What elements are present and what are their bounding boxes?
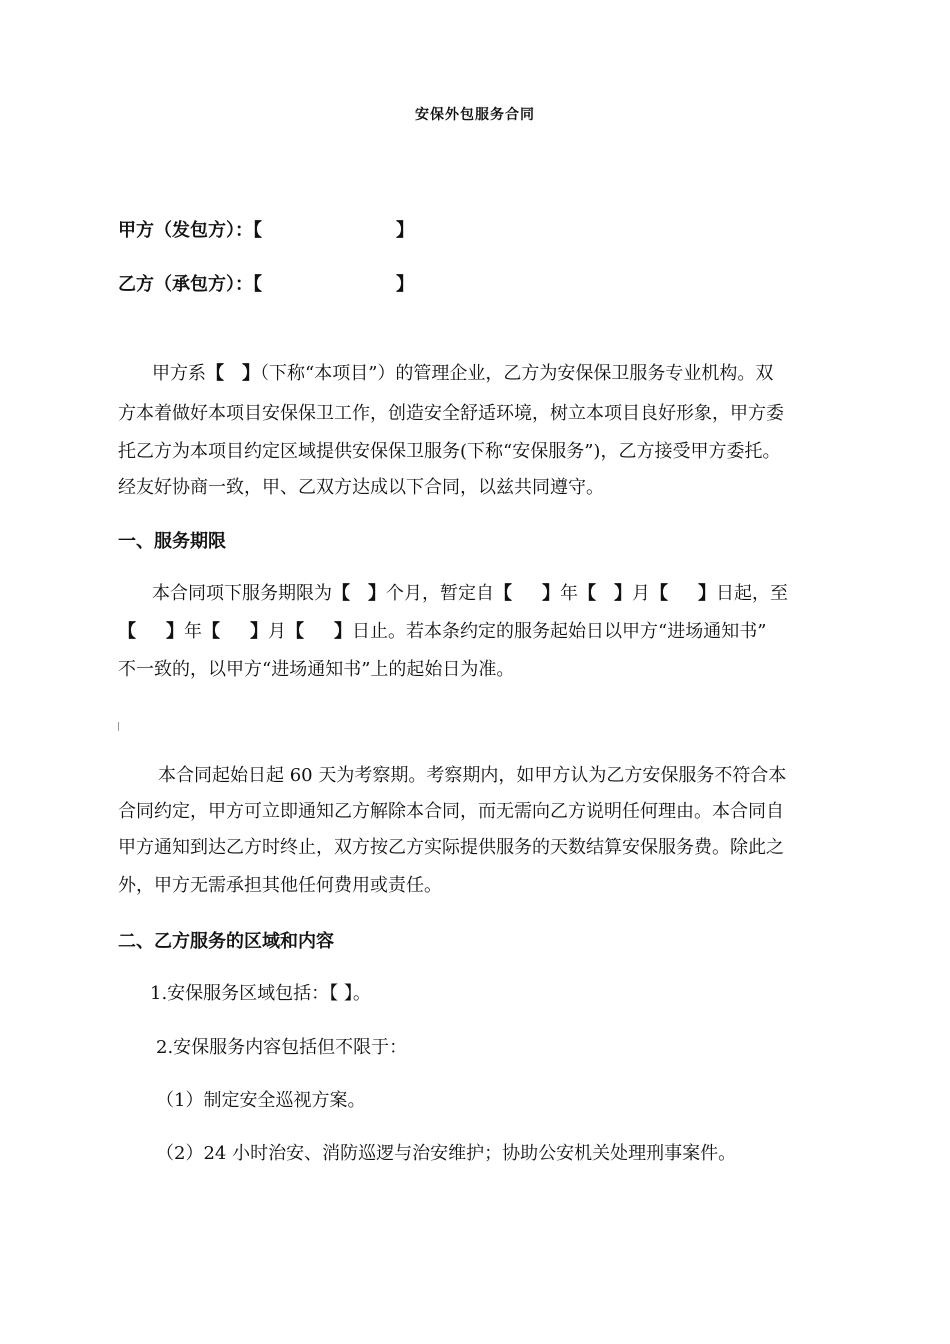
bracket-open: 【 — [494, 583, 512, 604]
intro-line-2: 方本着做好本项目安保保卫工作，创造安全舒适环境，树立本项目良好形象，甲方委 — [118, 403, 784, 424]
term-text: 日止。若本条约定的服务起始日以甲方“进场通知书” — [352, 621, 767, 642]
bracket-open: 【 — [118, 621, 136, 642]
bracket-close: 】 — [250, 621, 268, 642]
bracket-close: 】 — [698, 583, 716, 604]
term-text: 月 — [632, 583, 650, 604]
party-a-line — [118, 216, 414, 242]
term-line-2 — [118, 617, 766, 643]
bracket-open: 【 — [202, 621, 220, 642]
term-text: 本合同项下服务期限为 — [152, 583, 332, 604]
term-text: 年 — [560, 583, 578, 604]
party-a-close: 】 — [396, 220, 414, 241]
term-line-3: 不一致的，以甲方“进场通知书”上的起始日为准。 — [118, 659, 515, 680]
term-text: 日起，至 — [716, 583, 788, 604]
intro-line-1 — [152, 359, 773, 385]
document-title: 安保外包服务合同 — [415, 107, 535, 123]
section-1-heading: 一、服务期限 — [118, 531, 226, 552]
party-b-close: 】 — [396, 274, 414, 295]
service-sub-item-2: （2）24 小时治安、消防巡逻与治安维护；协助公安机关处理刑事案件。 — [156, 1143, 737, 1164]
intro-text: 甲方系 — [152, 363, 206, 384]
probation-line-4: 外，甲方无需承担其他任何费用或责任。 — [118, 875, 442, 896]
bracket-close: 】 — [334, 621, 352, 642]
section-2-heading: 二、乙方服务的区域和内容 — [118, 931, 334, 952]
bracket-open: 【 — [650, 583, 668, 604]
bracket-open: 【 — [332, 583, 350, 604]
party-b-label: 乙方（承包方）：【 — [118, 274, 262, 295]
probation-line-2: 合同约定，甲方可立即通知乙方解除本合同，而无需向乙方说明任何理由。本合同自 — [118, 801, 784, 822]
bracket-open: 【 — [286, 621, 304, 642]
party-b-line — [118, 270, 414, 296]
bracket-close: 】 — [166, 621, 184, 642]
intro-line-4: 经友好协商一致，甲、乙双方达成以下合同，以兹共同遵守。 — [118, 477, 604, 498]
bracket-close: 】 — [242, 363, 260, 384]
term-text: 月 — [268, 621, 286, 642]
bracket-close: 】 — [368, 583, 386, 604]
intro-line-3: 托乙方为本项目约定区域提供安保保卫服务(下称“安保服务”)，乙方接受甲方委托。 — [118, 441, 781, 462]
probation-line-1: 本合同起始日起 60 天为考察期。考察期内，如甲方认为乙方安保服务不符合本 — [158, 765, 787, 786]
probation-line-3: 甲方通知到达乙方时终止，双方按乙方实际提供服务的天数结算安保服务费。除此之 — [118, 837, 784, 858]
term-text: 年 — [184, 621, 202, 642]
term-line-1 — [152, 579, 788, 605]
service-content-item: 2.安保服务内容包括但不限于： — [156, 1037, 408, 1058]
bracket-close: 】 — [542, 583, 560, 604]
service-sub-item-1: （1）制定安全巡视方案。 — [156, 1090, 366, 1111]
text-marker — [118, 722, 121, 731]
bracket-open: 【 — [578, 583, 596, 604]
party-a-label: 甲方（发包方）：【 — [118, 220, 262, 241]
bracket-close: 】 — [614, 583, 632, 604]
bracket-open: 【 — [206, 363, 224, 384]
service-area-item: 1.安保服务区域包括：【 】。 — [150, 983, 371, 1004]
intro-text: （下称“本项目”）的管理企业，乙方为安保保卫服务专业机构。双 — [260, 363, 774, 384]
term-text: 个月，暂定自 — [386, 583, 494, 604]
